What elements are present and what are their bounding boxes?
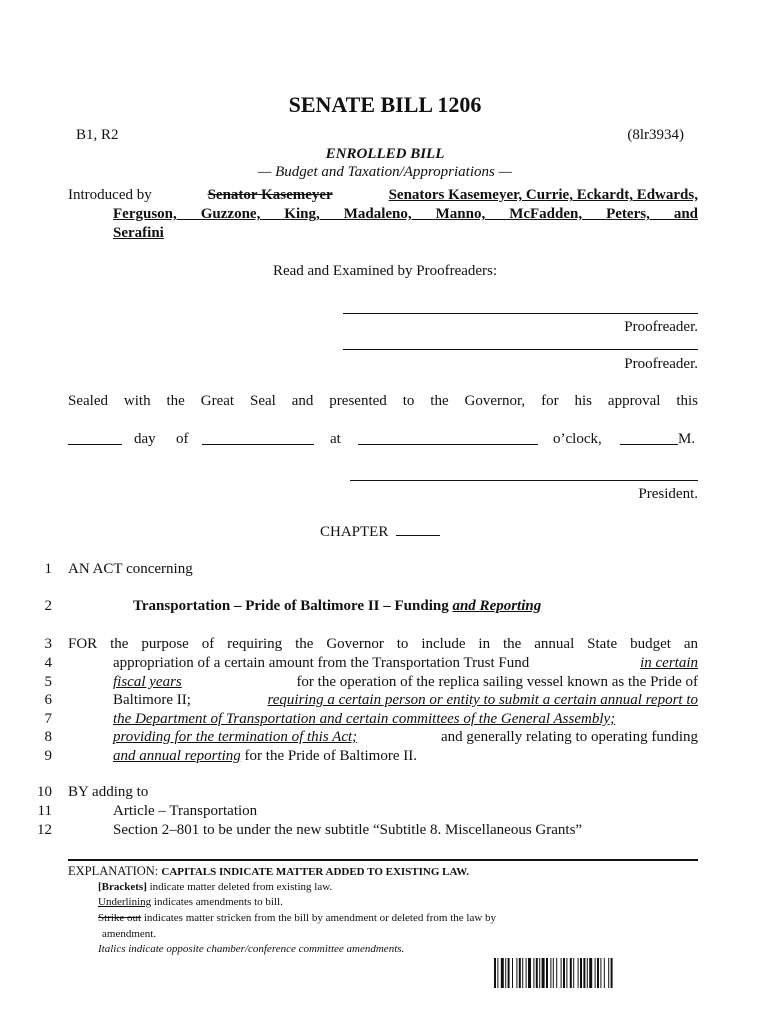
act-concerning: AN ACT concerning [68,561,193,577]
explanation-line-1 [68,864,698,881]
day-label: day [134,431,156,447]
at-label: at [330,431,341,447]
committee-label: — Budget and Taxation/Appropriations — [258,164,512,180]
line-number: 10 [37,784,52,800]
proofreaders-heading: Read and Examined by Proofreaders: [272,263,498,279]
of-label: of [176,431,189,447]
chapter-blank [396,523,440,536]
strike-term: Strike out [98,912,142,924]
purpose-line-6 [68,691,698,710]
sponsors-block [68,186,698,243]
line-number: 12 [37,822,52,838]
purpose-amendment: fiscal years [113,674,182,690]
purpose-line-4 [68,654,698,673]
brackets-desc: indicate matter deleted from existing law. [149,881,333,893]
line-number: 9 [44,748,52,764]
line-number: 11 [37,803,52,819]
enrolled-label: ENROLLED BILL [325,146,445,162]
drafting-number: (8lr3934) [627,127,684,143]
line-number: 4 [44,655,52,671]
purpose-amendment: the Department of Transportation and certain committees of the General Assembly; [113,711,616,727]
sealed-line: Sealed with the Great Seal and presented to the Governor, for his approval this [68,393,698,409]
line-number: 6 [44,692,52,708]
purpose-line-3: FOR the purpose of requiring the Governor to include in the annual State budget an [68,636,698,652]
date-blanks-row [68,430,698,450]
subject-text: Transportation – Pride of Baltimore II – Funding [133,598,449,614]
struck-sponsor: Senator Kasemeyer [207,187,333,203]
explanation-underlining [98,895,698,911]
explanation-caps: CAPITALS INDICATE MATTER ADDED TO EXISTING LAW. [161,866,469,878]
am-pm-blank [620,432,678,445]
line-number: 3 [44,636,52,652]
brackets-term: [Brackets] [98,881,147,893]
day-blank [68,432,122,445]
bill-codes: B1, R2 [76,127,119,143]
time-blank [358,432,538,445]
underlining-term: Underlining [98,896,152,908]
purpose-text: appropriation of a certain amount from the Transportation Trust Fund [113,655,530,671]
by-adding: BY adding to [68,784,149,800]
purpose-amendment: requiring a certain person or entity to submit a certain annual report to [267,692,698,708]
purpose-text: for the operation of the replica sailing vessel known as the Pride of [296,674,698,690]
bill-subject [133,597,653,616]
purpose-line-8 [68,728,698,747]
month-blank [202,432,314,445]
purpose-text: Baltimore II; [113,692,191,708]
explanation-italics: Italics indicate opposite chamber/conference committee amendments. [98,943,405,955]
article-line: Article – Transportation [113,803,258,819]
purpose-line-5 [68,673,698,692]
proofreader-signature-line-1 [343,313,698,314]
explanation-strike-cont: amendment. [102,928,157,940]
purpose-line-9 [68,747,698,766]
president-label: President. [638,486,698,502]
explanation-strike [98,911,698,927]
line-number: 5 [44,674,52,690]
sponsor-line-2: Ferguson, Guzzone, King, Madaleno, Manno, McFadden, Peters, and [113,206,698,222]
underlining-desc: indicates amendments to bill. [153,896,283,908]
bill-title: SENATE BILL 1206 [288,92,482,117]
purpose-amendment: and annual reporting [113,748,241,764]
sponsor-line-3: Serafini [113,225,164,241]
section-line: Section 2–801 to be under the new subtitle “Subtitle 8. Miscellaneous Grants” [113,822,583,838]
line-number: 8 [44,729,52,745]
proofreader-label-2: Proofreader. [624,356,698,372]
explanation-brackets [98,880,698,896]
chapter-heading [320,523,440,542]
line-number: 2 [44,598,52,614]
purpose-amendment: providing for the termination of this Act; [113,729,358,745]
chapter-label: CHAPTER [320,524,389,540]
purpose-line-7 [68,710,698,729]
president-signature-line [350,480,698,481]
purpose-amendment: in certain [640,655,698,671]
proofreader-signature-line-2 [343,349,698,350]
oclock-label: o’clock, [553,431,602,447]
strike-desc: indicates matter stricken from the bill by amendment or deleted from the law by [143,912,497,924]
purpose-text: and generally relating to operating funding [441,729,698,745]
footer-rule [68,859,698,861]
m-label: M. [678,431,696,447]
introduced-prefix: Introduced by [68,187,152,203]
barcode-image [494,958,680,988]
explanation-label: EXPLANATION: [68,864,159,878]
proofreader-label-1: Proofreader. [624,319,698,335]
line-number: 7 [44,711,52,727]
purpose-text: for the Pride of Baltimore II. [244,748,417,764]
sponsor-line-1: Senators Kasemeyer, Currie, Eckardt, Edwards, [388,187,698,203]
subject-added: and Reporting [452,598,542,614]
line-number: 1 [44,561,52,577]
